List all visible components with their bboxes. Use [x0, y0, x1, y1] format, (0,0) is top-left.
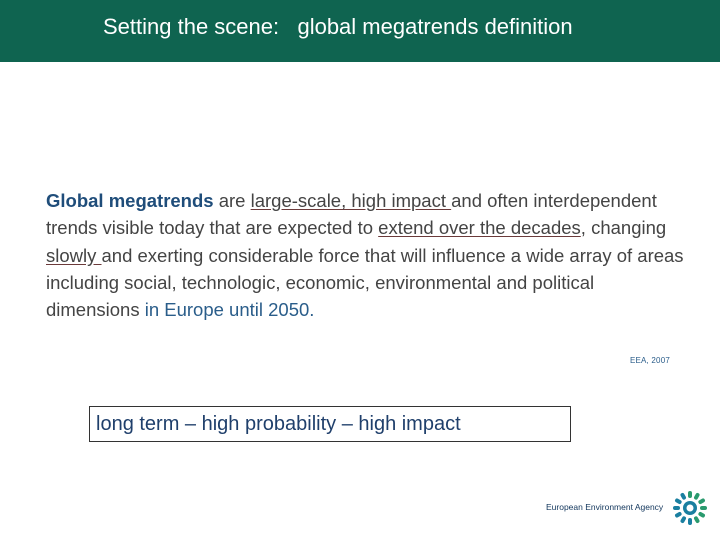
definition-underline-2: extend over the decades: [378, 217, 581, 239]
slide-title: Setting the scene: global megatrends definition: [103, 14, 573, 39]
definition-text-2: and often interdependent trends visible today that are expected to: [46, 190, 657, 239]
agency-logo: [546, 490, 708, 526]
definition-underline-3: slowly: [46, 244, 102, 266]
definition-text-3: , changing: [580, 217, 667, 239]
definition-text-1: are: [213, 190, 251, 211]
definition-underline-1: large-scale, high impact: [250, 190, 452, 211]
agency-name: European Environment Agency: [546, 502, 664, 512]
definition-lead: Global megatrends: [46, 190, 214, 211]
definition-text-5: in Europe until 2050.: [144, 299, 315, 321]
slide-header: [0, 0, 720, 62]
definition-paragraph: [46, 187, 686, 323]
citation: EEA, 2007: [629, 356, 670, 365]
key-phrase-box: long term – high probability – high impact: [89, 406, 571, 442]
definition-text-4: and exerting considerable force that will influence a wide array of areas including social, technologic, economic, environmental and political dimensions: [46, 244, 684, 321]
eea-sunburst-logo-icon: [672, 490, 708, 526]
